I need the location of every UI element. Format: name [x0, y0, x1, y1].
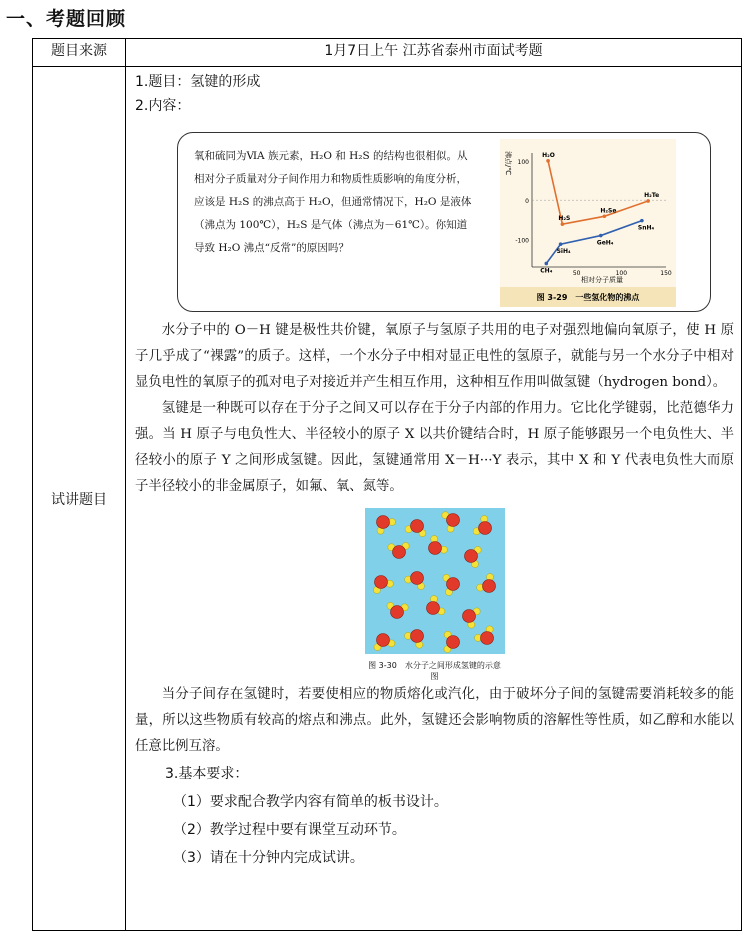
source-label: 题目来源: [33, 39, 126, 67]
oxygen-atom: [376, 634, 389, 647]
source-row: [33, 39, 742, 67]
chart-x-tick-label: 150: [660, 270, 672, 277]
oxygen-atom: [392, 546, 405, 559]
oxygen-atom: [428, 542, 441, 555]
oxygen-atom: [426, 602, 439, 615]
chart-point: [603, 214, 607, 218]
chart-y-tick-label: -100: [515, 237, 529, 244]
paragraph-1: 水分子中的 O－H 键是极性共价键，氧原子与氢原子共用的电子对强烈地偏向氧原子，使 H 原子几乎成了“裸露”的质子。这样，一个水分子中相对显正电性的氢原子，就能与另一个水分子中相对显负电性的氧原子的孤对电子对接近并产生相互作用，这种相互作用叫做氢键（hydrogen bond）。: [135, 318, 734, 396]
oxygen-atom: [410, 630, 423, 643]
chart-point-label: H₂O: [542, 152, 555, 159]
oxygen-atom: [376, 516, 389, 529]
chart-ylabel: 沸点/℃: [504, 151, 513, 175]
oxygen-atom: [410, 572, 423, 585]
chart-point-label: H₂S: [558, 215, 570, 222]
chart-point: [599, 234, 603, 238]
topic-title: 1.题目：氢键的形成: [135, 70, 734, 94]
paragraph-3: 当分子间存在氢键时，若要使相应的物质熔化或汽化，由于破坏分子间的氢键需要消耗较多的能量，所以这些物质有较高的熔点和沸点。此外，氢键还会影响物质的溶解性等性质，如乙醇和水能以任意比例互溶。: [135, 682, 734, 760]
chart-point-label: SnH₄: [638, 225, 655, 232]
section-title: 一、考题回顾: [6, 4, 126, 31]
oxygen-atom: [446, 578, 459, 591]
question-table: [32, 38, 742, 931]
topic-content: [126, 67, 742, 931]
oxygen-atom: [464, 550, 477, 563]
chart-caption: 图 3-29 一些氢化物的沸点: [537, 292, 641, 302]
oxygen-atom: [478, 522, 491, 535]
chart-point: [561, 222, 565, 226]
oxygen-atom: [482, 580, 495, 593]
chart-y-tick-label: 100: [518, 159, 530, 166]
requirement-item: （1）要求配合教学内容有简单的板书设计。: [135, 788, 734, 816]
hydrogen-bond-figure: [365, 508, 505, 682]
chart-point-label: GeH₄: [597, 240, 614, 247]
chart-y-tick-label: 0: [525, 198, 529, 205]
chart-x-tick-label: 100: [616, 270, 628, 277]
requirement-item: （3）请在十分钟内完成试讲。: [135, 844, 734, 872]
content-label: 2.内容：: [135, 94, 734, 118]
oxygen-atom: [446, 636, 459, 649]
oxygen-atom: [390, 606, 403, 619]
source-value: 1月7日上午 江苏省泰州市面试考题: [126, 39, 742, 67]
oxygen-atom: [480, 632, 493, 645]
topic-label: 试讲题目: [33, 67, 126, 931]
water-molecules-image: [365, 508, 505, 654]
chart-point: [559, 242, 563, 246]
excerpt-text: 氧和硫同为ⅥA 族元素，H₂O 和 H₂S 的结构也很相似。从相对分子质量对分子间作用力和物质性质影响的角度分析，应该是 H₂S 的沸点高于 H₂O，但通常情况下，H₂O 是液体（沸点为 100℃），H₂S 是气体（沸点为－61℃）。你知道导致 H₂O 沸点“反常”的原因吗？: [194, 145, 474, 260]
oxygen-atom: [462, 610, 475, 623]
topic-row: [33, 67, 742, 931]
chart-point-label: H₂Te: [644, 192, 659, 199]
oxygen-atom: [446, 514, 459, 527]
chart-point: [646, 199, 650, 203]
requirements-heading: 3.基本要求：: [135, 760, 734, 788]
chart-x-tick-label: 50: [573, 270, 581, 277]
boiling-point-chart: [500, 139, 676, 307]
paragraph-2: 氢键是一种既可以存在于分子之间又可以存在于分子内部的作用力。它比化学键弱，比范德华力强。当 H 原子与电负性大、半径较小的原子 X 以共价键结合时，H 原子能够跟另一个电负性大、半径较小的原子 Y 之间形成氢键。因此，氢键通常用 X－H···Y 表示，其中 X 和 Y 代表电负性大而原子半径较小的非金属原子，如氟、氧、氮等。: [135, 396, 734, 500]
requirement-item: （2）教学过程中要有课堂互动环节。: [135, 816, 734, 844]
boiling-point-figure: [500, 139, 676, 307]
chart-point: [546, 159, 550, 163]
chart-point-label: CH₄: [540, 267, 552, 274]
water-figure-caption: 图 3-30 水分子之间形成氢键的示意图: [365, 660, 505, 682]
chart-point: [640, 219, 644, 223]
oxygen-atom: [410, 520, 423, 533]
chart-point: [544, 262, 548, 266]
chart-point-label: H₂Se: [600, 207, 616, 214]
textbook-excerpt-card: [177, 132, 711, 312]
chart-xlabel: 相对分子质量: [581, 275, 623, 284]
chart-point-label: SiH₄: [557, 248, 571, 255]
oxygen-atom: [374, 576, 387, 589]
